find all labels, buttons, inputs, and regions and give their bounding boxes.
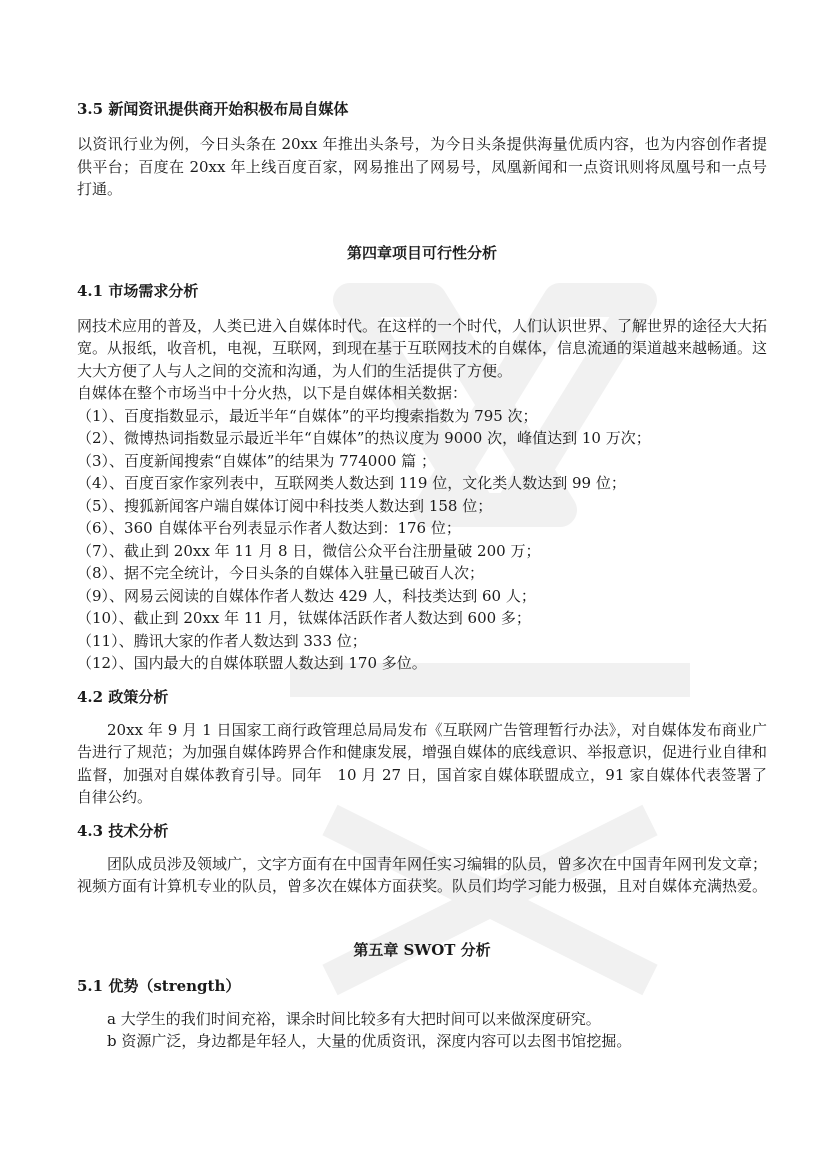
- list-item: （7）、截止到 20xx 年 11 月 8 日，微信公众平台注册量破 200 万；: [77, 541, 541, 560]
- heading-4-2: 4.2 政策分析: [77, 687, 169, 706]
- list-item: （10）、截止到 20xx 年 11 月，钛媒体活跃作者人数达到 600 多；: [77, 609, 531, 627]
- para-3-5: 以资讯行业为例，今日头条在 20xx 年推出头条号，为今日头条提供海量优质内容，也为内容创作者提供平台；百度在 20xx 年上线百度百家，网易推出了网易号，凤凰新闻和一点资讯则将凤凰号和一点号打通。: [77, 135, 767, 198]
- heading-5-1: 5.1 优势（strength）: [77, 976, 241, 995]
- list-item: （1）、百度指数显示，最近半年“自媒体”的平均搜索指数为 795 次；: [77, 406, 538, 425]
- list-item: （8）、据不完全统计，今日头条的自媒体入驻量已破百人次；: [77, 564, 485, 582]
- list-item: （4）、百度百家作家列表中，互联网类人数达到 119 位，文化类人数达到 99 位；: [77, 474, 626, 492]
- list-item: （11）、腾讯大家的作者人数达到 333 位；: [77, 631, 367, 650]
- market-data-list: [77, 405, 767, 675]
- list-item: a 大学生的我们时间充裕，课余时间比较多有大把时间可以来做深度研究。: [107, 1009, 601, 1028]
- para-4-1-intro: 自媒体在整个市场当中十分火热，以下是自媒体相关数据：: [77, 384, 468, 402]
- para-4-2: 20xx 年 9 月 1 日国家工商行政管理总局局发布《互联网广告管理暂行办法》，对自媒体发布商业广告进行了规范；为加强自媒体跨界合作和健康发展，增强自媒体的底线意识、举报意识，促进行业自律和监督，加强对自媒体教育引导。同年 10 月 27 日，国首家自媒体联盟成立，91 家自媒体代表签署了自律公约。: [77, 720, 768, 806]
- para-4-1: 网技术应用的普及，人类已进入自媒体时代。在这样的一个时代，人们认识世界、了解世界的途径大大拓宽。从报纸，收音机，电视，互联网，到现在基于互联网技术的自媒体，信息流通的渠道越来越畅通。这大大方便了人与人之间的交流和沟通，为人们的生活提供了方便。: [77, 316, 768, 380]
- heading-3-5: 3.5 新闻资讯提供商开始积极布局自媒体: [77, 100, 349, 118]
- chapter-5-title: 第五章 SWOT 分析: [353, 940, 491, 959]
- list-item: （9）、网易云阅读的自媒体作者人数达 429 人，科技类达到 60 人；: [77, 586, 536, 605]
- document-page: [77, 98, 767, 1053]
- list-item: （3）、百度新闻搜索“自媒体”的结果为 774000 篇 ；: [77, 451, 436, 470]
- list-item: （2）、微博热词指数显示最近半年“自媒体”的热议度为 9000 次，峰值达到 10 万次；: [77, 429, 651, 447]
- list-item: b 资源广泛，身边都是年轻人，大量的优质资讯，深度内容可以去图书馆挖掘。: [107, 1032, 632, 1050]
- heading-4-3: 4.3 技术分析: [77, 821, 169, 840]
- para-4-3: 团队成员涉及领域广，文字方面有在中国青年网任实习编辑的队员，曾多次在中国青年网刊发文章；视频方面有计算机专业的队员，曾多次在媒体方面获奖。队员们均学习能力极强，且对自媒体充满热爱。: [77, 854, 768, 895]
- list-item: （5）、搜狐新闻客户端自媒体订阅中科技类人数达到 158 位；: [77, 496, 493, 515]
- chapter-4-title: 第四章项目可行性分析: [346, 243, 497, 262]
- strength-list: [77, 1008, 767, 1053]
- heading-4-1: 4.1 市场需求分析: [77, 281, 199, 300]
- list-item: （12）、国内最大的自媒体联盟人数达到 170 多位。: [77, 654, 427, 672]
- list-item: （6）、360 自媒体平台列表显示作者人数达到：176 位；: [77, 519, 461, 537]
